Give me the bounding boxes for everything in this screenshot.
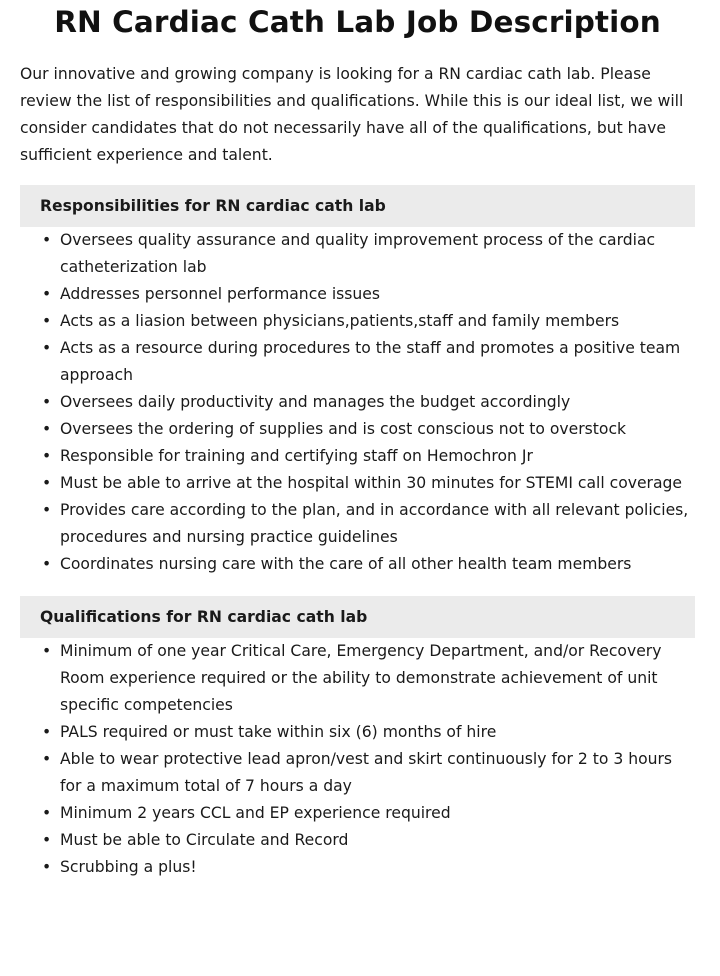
bullet-icon: • bbox=[42, 750, 52, 768]
list-item-text: Oversees quality assurance and quality improvement process of the cardiac catheterization lab bbox=[60, 231, 656, 276]
list-item bbox=[42, 746, 695, 800]
list-item-text: Oversees the ordering of supplies and is cost conscious not to overstock bbox=[60, 420, 627, 438]
list-item-text: Scrubbing a plus! bbox=[60, 858, 197, 876]
list-item bbox=[42, 335, 695, 389]
bullet-icon: • bbox=[42, 858, 52, 876]
list-item bbox=[42, 470, 695, 497]
bullet-icon: • bbox=[42, 804, 52, 822]
list-item-text: Addresses personnel performance issues bbox=[60, 285, 380, 303]
bullet-icon: • bbox=[42, 312, 52, 330]
bullet-icon: • bbox=[42, 642, 52, 660]
bullet-icon: • bbox=[42, 501, 52, 519]
bullet-icon: • bbox=[42, 393, 52, 411]
list-item bbox=[42, 281, 695, 308]
list-item bbox=[42, 227, 695, 281]
responsibilities-list bbox=[20, 227, 695, 578]
bullet-icon: • bbox=[42, 339, 52, 357]
intro-paragraph: Our innovative and growing company is looking for a RN cardiac cath lab. Please review the list of responsibilities and qualifications. While this is our ideal list, we will consider candidates that do not necessarily have all of the qualifications, but have sufficient experience and talent. bbox=[20, 65, 684, 164]
list-item-text: Minimum of one year Critical Care, Emergency Department, and/or Recovery Room experience required or the ability to demonstrate achievement of unit specific competencies bbox=[60, 642, 662, 714]
qualifications-heading: Qualifications for RN cardiac cath lab bbox=[20, 596, 695, 638]
list-item bbox=[42, 827, 695, 854]
list-item-text: Acts as a resource during procedures to the staff and promotes a positive team approach bbox=[60, 339, 681, 384]
page-title: RN Cardiac Cath Lab Job Description bbox=[54, 5, 661, 39]
list-item bbox=[42, 638, 695, 719]
list-item-text: Minimum 2 years CCL and EP experience required bbox=[60, 804, 451, 822]
bullet-icon: • bbox=[42, 420, 52, 438]
list-item-text: Must be able to arrive at the hospital within 30 minutes for STEMI call coverage bbox=[60, 474, 683, 492]
list-item-text: PALS required or must take within six (6) months of hire bbox=[60, 723, 497, 741]
list-item-text: Acts as a liasion between physicians,patients,staff and family members bbox=[60, 312, 620, 330]
bullet-icon: • bbox=[42, 285, 52, 303]
list-item bbox=[42, 551, 695, 578]
list-item bbox=[42, 443, 695, 470]
bullet-icon: • bbox=[42, 447, 52, 465]
list-item-text: Able to wear protective lead apron/vest and skirt continuously for 2 to 3 hours for a maximum total of 7 hours a day bbox=[60, 750, 673, 795]
list-item-text: Coordinates nursing care with the care of all other health team members bbox=[60, 555, 632, 573]
list-item bbox=[42, 308, 695, 335]
bullet-icon: • bbox=[42, 231, 52, 249]
list-item-text: Oversees daily productivity and manages the budget accordingly bbox=[60, 393, 571, 411]
responsibilities-heading: Responsibilities for RN cardiac cath lab bbox=[20, 185, 695, 227]
list-item-text: Must be able to Circulate and Record bbox=[60, 831, 349, 849]
list-item bbox=[42, 854, 695, 881]
list-item bbox=[42, 497, 695, 551]
list-item bbox=[42, 416, 695, 443]
list-item bbox=[42, 389, 695, 416]
bullet-icon: • bbox=[42, 723, 52, 741]
list-item-text: Provides care according to the plan, and in accordance with all relevant policies, procedures and nursing practice guidelines bbox=[60, 501, 689, 546]
bullet-icon: • bbox=[42, 555, 52, 573]
list-item bbox=[42, 800, 695, 827]
list-item-text: Responsible for training and certifying staff on Hemochron Jr bbox=[60, 447, 533, 465]
bullet-icon: • bbox=[42, 831, 52, 849]
list-item bbox=[42, 719, 695, 746]
qualifications-list bbox=[20, 638, 695, 881]
bullet-icon: • bbox=[42, 474, 52, 492]
